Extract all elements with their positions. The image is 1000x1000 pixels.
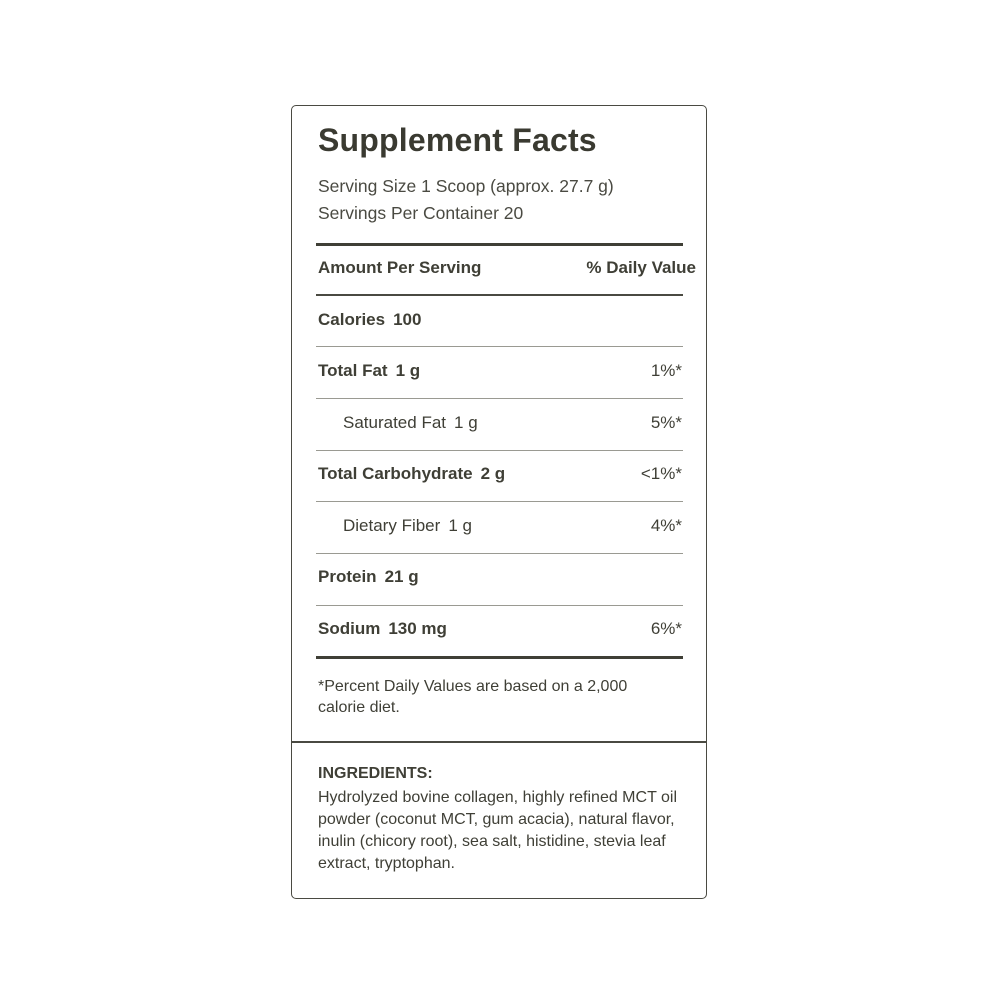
nutrient-name: Protein 21 g <box>318 567 419 586</box>
row-divider <box>316 398 683 399</box>
nutrient-dv: 5%* <box>650 413 682 432</box>
panel-title: Supplement Facts <box>318 122 597 158</box>
ingredients-divider <box>292 741 706 743</box>
nutrient-name: Calories 100 <box>318 310 422 329</box>
nutrient-name: Sodium 130 mg <box>318 619 447 638</box>
row-divider <box>316 501 683 502</box>
nutrient-name: Saturated Fat 1 g <box>343 413 478 432</box>
serving-size: Serving Size 1 Scoop (approx. 27.7 g) <box>318 176 614 196</box>
nutrient-row-protein <box>318 567 682 591</box>
nutrient-dv: 4%* <box>650 516 682 535</box>
servings-per-container: Servings Per Container 20 <box>318 203 524 223</box>
thick-divider-bottom <box>316 656 683 659</box>
daily-value-header: % Daily Value <box>586 258 696 277</box>
nutrient-dv: <1%* <box>640 464 682 483</box>
column-header <box>318 258 696 278</box>
ingredients-heading: INGREDIENTS: <box>318 765 433 782</box>
nutrient-row-dietary-fiber <box>318 516 682 540</box>
nutrient-name: Dietary Fiber 1 g <box>343 516 472 535</box>
thick-divider-top <box>316 243 683 246</box>
nutrient-dv: 1%* <box>650 361 682 380</box>
header-divider <box>316 294 683 296</box>
amount-per-serving-header: Amount Per Serving <box>318 258 482 277</box>
row-divider <box>316 553 683 554</box>
nutrient-row-saturated-fat <box>318 413 682 437</box>
nutrient-row-calories <box>318 310 682 334</box>
nutrient-name: Total Fat 1 g <box>318 361 421 380</box>
nutrient-row-sodium <box>318 619 682 643</box>
nutrient-dv: 6%* <box>650 619 682 638</box>
nutrient-name: Total Carbohydrate 2 g <box>318 464 506 483</box>
row-divider <box>316 346 683 347</box>
nutrient-row-total-carbohydrate <box>318 464 682 488</box>
daily-value-footnote: *Percent Daily Values are based on a 2,000 calorie diet. <box>318 678 628 716</box>
ingredients-list: Hydrolyzed bovine collagen, highly refined MCT oil powder (coconut MCT, gum acacia), natural flavor, inulin (chicory root), sea salt, histidine, stevia leaf extract, tryptophan. <box>318 789 677 872</box>
row-divider <box>316 605 683 606</box>
row-divider <box>316 450 683 451</box>
nutrient-row-total-fat <box>318 361 682 385</box>
supplement-facts-panel <box>291 105 707 899</box>
